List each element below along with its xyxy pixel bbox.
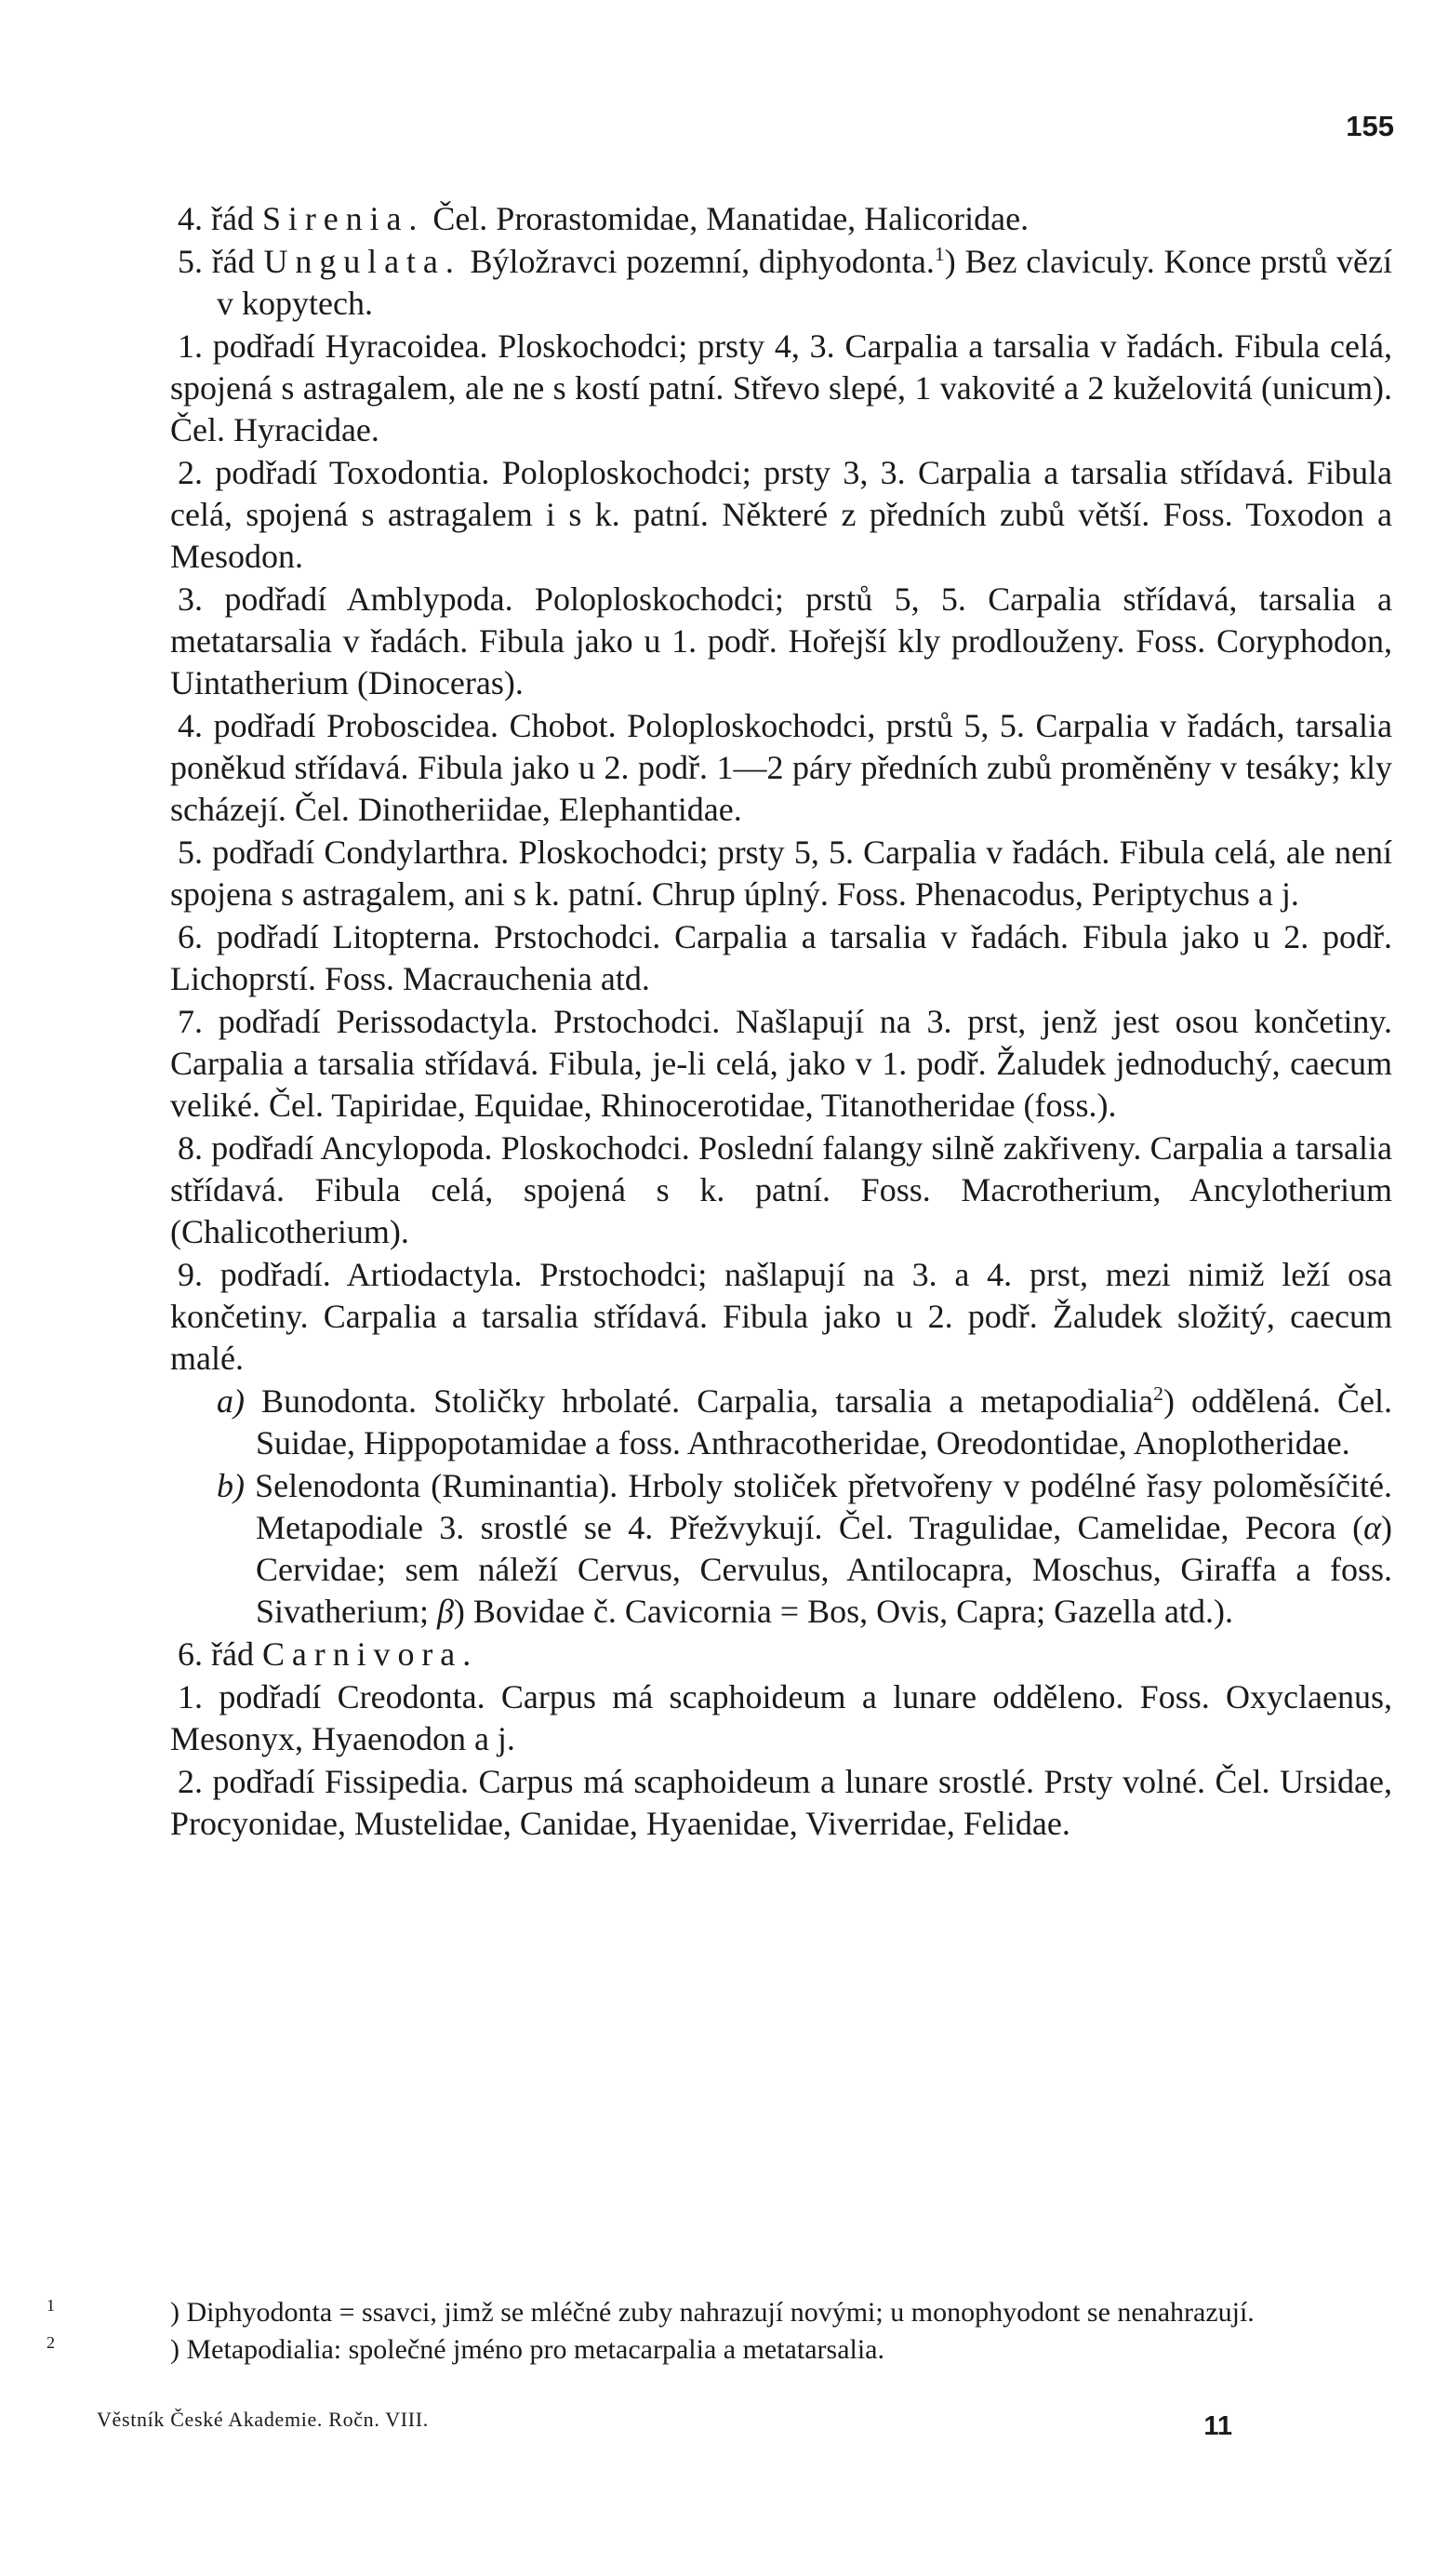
paragraph-suborder: 9. podřadí. Artiodactyla. Prstochodci; našlapují na 3. a 4. prst, mezi nimiž leží osa končetiny. Carpalia a tarsalia střídavá. Fibula jako u 2. podř. Žaludek složitý, caecum malé.: [170, 1256, 1392, 1377]
list-label: b): [217, 1467, 245, 1504]
text-segment: ) Bez claviculy. Konce prstů vězí v kopytech.: [217, 243, 1392, 322]
order-name-spaced: Carnivora.: [261, 1635, 479, 1673]
text-segment: Selenodonta (Ruminantia). Hrboly stoliček přetvořeny v podélné řasy poloměsíčité. Metapodiale 3. srostlé se 4. Přežvykují. Čel. Tragulidae, Camelidae, Pecora (: [245, 1467, 1392, 1546]
footnote-ref: 1: [934, 243, 945, 265]
paragraph-suborder: 8. podřadí Ancylopoda. Ploskochodci. Poslední falangy silně zakřiveny. Carpalia a tarsalia střídavá. Fibula celá, spojená s k. patní. Foss. Macrotherium, Ancylotherium (Chalicotherium).: [170, 1129, 1392, 1250]
order-name-spaced: Ungulata.: [263, 243, 461, 280]
footnote: [47, 2294, 1386, 2331]
footer: [97, 2408, 1238, 2432]
text-segment: 4. řád: [178, 200, 262, 237]
paragraph-suborder: 4. podřadí Proboscidea. Chobot. Poloploskochodci, prstů 5, 5. Carpalia v řadách, tarsalia poněkud střídavá. Fibula jako u 2. podř. 1—2 páry předních zubů proměněny v tesáky; kly scházejí. Čel. Dinotheriidae, Elephantidae.: [170, 707, 1392, 828]
text-segment: 5. řád: [178, 243, 264, 280]
text-segment: 6. řád: [178, 1635, 262, 1673]
paragraph-suborder: 2. podřadí Fissipedia. Carpus má scaphoideum a lunare srostlé. Prsty volné. Čel. Ursidae, Procyonidae, Mustelidae, Canidae, Hyaenidae, Viverridae, Felidae.: [170, 1763, 1392, 1842]
paragraph-suborder: 1. podřadí Creodonta. Carpus má scaphoideum a lunare odděleno. Foss. Oxyclaenus, Mesonyx, Hyaenodon a j.: [170, 1678, 1392, 1757]
text-segment: ) oddělená. Čel. Suidae, Hippopotamidae a foss. Anthracotheridae, Oreodontidae, Anoplotheridae.: [256, 1382, 1392, 1462]
footnotes: [47, 2294, 1386, 2369]
paragraph-suborder: 7. podřadí Perissodactyla. Prstochodci. Našlapují na 3. prst, jenž jest osou končetiny. Carpalia a tarsalia střídavá. Fibula, je-li celá, jako v 1. podř. Žaludek jednoduchý, caecum veliké. Čel. Tapiridae, Equidae, Rhinocerotidae, Titanotheridae (foss.).: [170, 1003, 1392, 1124]
sheet-number: 11: [1203, 2411, 1232, 2441]
footnote-mark: [47, 2294, 170, 2331]
paragraph-suborder: 3. podřadí Amblypoda. Poloploskochodci; prstů 5, 5. Carpalia střídavá, tarsalia a metatarsalia v řadách. Fibula jako u 1. podř. Hořejší kly prodlouženy. Foss. Coryphodon, Uintatherium (Dinoceras).: [170, 581, 1392, 701]
paragraph-suborder: 2. podřadí Toxodontia. Poloploskochodci; prsty 3, 3. Carpalia a tarsalia střídavá. Fibula celá, spojená s astragalem i s k. patní. Některé z předních zubů větší. Foss. Toxodon a Mesodon.: [170, 454, 1392, 575]
footnote-mark: [47, 2331, 170, 2369]
text-segment: Býložravci pozemní, diphyodonta.: [460, 243, 935, 280]
text-segment: ) Cervidae; sem náleží Cervus, Cervulus, Antilocapra, Moschus, Giraffa a foss. Sivatherium;: [256, 1509, 1392, 1630]
page-number: 155: [1346, 110, 1394, 142]
text-segment: Čel. Prorastomidae, Manatidae, Halicoridae.: [424, 200, 1030, 237]
main-text: [170, 198, 1392, 1846]
journal-signature: Věstník České Akademie. Ročn. VIII.: [97, 2408, 429, 2431]
order-name-spaced: Sirenia.: [261, 200, 425, 237]
greek-alpha: α: [1363, 1509, 1381, 1546]
text-segment: Bunodonta. Stoličky hrbolaté. Carpalia, tarsalia a metapodialia: [245, 1382, 1154, 1420]
list-label: a): [217, 1382, 245, 1420]
text-segment: ) Bovidae č. Cavicornia = Bos, Ovis, Capra; Gazella atd.).: [453, 1593, 1233, 1630]
footnote-ref: 2: [1153, 1382, 1163, 1405]
footnote-text: ) Metapodialia: společné jméno pro metacarpalia a metatarsalia.: [170, 2334, 884, 2365]
paragraph-order-ungulata: [170, 241, 1392, 325]
footnote-number: 1: [47, 2296, 55, 2315]
paragraph-suborder: 1. podřadí Hyracoidea. Ploskochodci; prsty 4, 3. Carpalia a tarsalia v řadách. Fibula celá, spojená s astragalem, ale ne s kostí patní. Střevo slepé, 1 vakovité a 2 kuželovitá (unicum). Čel. Hyracidae.: [170, 327, 1392, 448]
paragraph-order-carnivora: [170, 1634, 1392, 1675]
footnote-number: 2: [47, 2333, 55, 2352]
footnote-text: ) Diphyodonta = ssavci, jimž se mléčné zuby nahrazují novými; u monophyodont se nenahrazují.: [170, 2297, 1255, 2328]
paragraph-bunodonta: [170, 1381, 1392, 1464]
greek-beta: β: [436, 1593, 454, 1630]
paragraph-suborder: 6. podřadí Litopterna. Prstochodci. Carpalia a tarsalia v řadách. Fibula jako u 2. podř. Lichoprstí. Foss. Macrauchenia atd.: [170, 918, 1392, 997]
paragraph-selenodonta: [170, 1465, 1392, 1633]
footnote: [47, 2331, 1386, 2369]
paragraph-suborder: 5. podřadí Condylarthra. Ploskochodci; prsty 5, 5. Carpalia v řadách. Fibula celá, ale není spojena s astragalem, ani s k. patní. Chrup úplný. Foss. Phenacodus, Periptychus a j.: [170, 834, 1392, 913]
paragraph-order-sirenia: [170, 198, 1392, 240]
